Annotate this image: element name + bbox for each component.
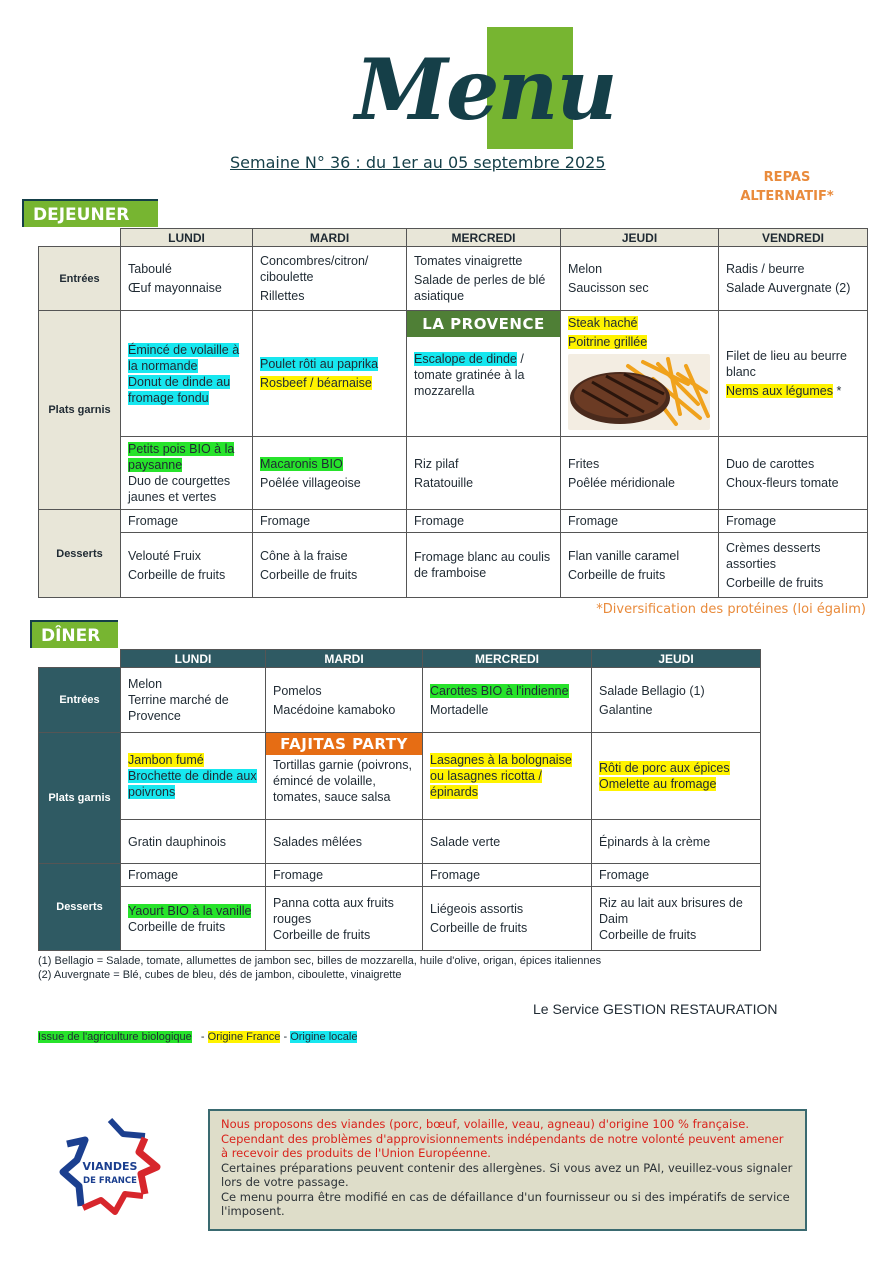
dish: Œuf mayonnaise	[128, 281, 222, 295]
dish: Saucisson sec	[568, 281, 649, 295]
menu-cell	[561, 437, 719, 510]
menu-cell	[407, 533, 561, 598]
dish: Liégeois assortis	[430, 902, 524, 916]
menu-cell	[121, 668, 266, 733]
dish-bio: Macaronis BIO	[260, 456, 343, 471]
menu-cell	[719, 311, 868, 437]
row-label-desserts: Desserts	[39, 510, 121, 598]
dish: Corbeille de fruits	[430, 921, 528, 935]
diner-header-row	[39, 650, 761, 668]
dejeuner-header-row	[39, 229, 868, 247]
menu-cell	[423, 887, 592, 951]
dish: Radis / beurre	[726, 262, 805, 276]
dejeuner-desserts-row	[39, 533, 868, 598]
repas-alternatif-label	[722, 168, 852, 206]
menu-cell	[121, 887, 266, 951]
legend-france: Origine France	[207, 1031, 281, 1043]
diner-plats-row	[39, 733, 761, 820]
dish: Melon	[128, 677, 163, 691]
diner-fromage-row	[39, 864, 761, 887]
dish: Flan vanille caramel	[568, 548, 680, 563]
legend-separator: -	[191, 1031, 208, 1043]
fajitas-party-banner: FAJITAS PARTY	[266, 733, 422, 755]
menu-cell: Fromage	[253, 510, 407, 533]
menu-cell	[592, 887, 761, 951]
day-header: LUNDI	[121, 229, 253, 247]
diner-desserts-row	[39, 887, 761, 951]
dish: Salade de perles de blé asiatique	[414, 273, 546, 303]
menu-cell	[266, 887, 423, 951]
viandes-de-france-logo	[55, 1112, 165, 1220]
row-label-plats: Plats garnis	[39, 733, 121, 864]
day-header: MARDI	[266, 650, 423, 668]
dish-local: Brochette de dinde aux poivrons	[128, 769, 257, 799]
menu-cell	[407, 247, 561, 311]
dish: Pomelos	[273, 683, 322, 698]
menu-cell	[121, 733, 266, 820]
day-header: MARDI	[253, 229, 407, 247]
dish-france: Rôti de porc aux épices	[599, 761, 730, 775]
menu-cell	[592, 668, 761, 733]
dejeuner-table	[38, 228, 868, 598]
dejeuner-garnitures-row	[39, 437, 868, 510]
dish-local: Donut de dinde au fromage fondu	[128, 374, 231, 405]
menu-cell	[253, 533, 407, 598]
dish-france: Steak haché	[568, 316, 638, 330]
logo-text-line2: DE FRANCE	[83, 1176, 137, 1186]
dish: / tomate gratinée à la mozzarella	[414, 352, 525, 398]
dish-local: Émincé de volaille à la normande	[128, 342, 240, 373]
week-heading: Semaine N° 36 : du 1er au 05 septembre 2025	[230, 153, 606, 172]
row-label-entrees: Entrées	[39, 247, 121, 311]
menu-cell	[253, 247, 407, 311]
dish: Tortillas garnie (poivrons, émincé de volaille, tomates, sauce salsa	[273, 758, 412, 804]
info-modification: Ce menu pourra être modifié en cas de défaillance d'un fournisseur ou si des impératifs de service l'imposent.	[221, 1189, 790, 1218]
menu-cell	[407, 437, 561, 510]
menu-cell	[719, 247, 868, 311]
dish: Salade Bellagio (1)	[599, 683, 705, 698]
dish-france: Omelette au fromage	[599, 777, 717, 791]
dish: Corbeille de fruits	[260, 567, 358, 582]
day-header: LUNDI	[121, 650, 266, 668]
day-header: JEUDI	[561, 229, 719, 247]
dish: Galantine	[599, 702, 653, 717]
row-label-entrees: Entrées	[39, 668, 121, 733]
day-header: JEUDI	[592, 650, 761, 668]
menu-cell	[561, 247, 719, 311]
logo-text-line1: VIANDES	[82, 1160, 138, 1173]
dish-france: Rosbeef / béarnaise	[260, 376, 372, 390]
menu-cell: Fromage	[266, 864, 423, 887]
menu-cell	[266, 733, 423, 820]
dish: Tomates vinaigrette	[414, 254, 523, 268]
dish: Salade Auvergnate (2)	[726, 281, 851, 295]
dish-local: Poulet rôti au paprika	[260, 357, 379, 371]
legend-locale: Origine locale	[290, 1031, 358, 1043]
dish: Taboulé	[128, 262, 172, 276]
dejeuner-entrees-row	[39, 247, 868, 311]
dish: Melon	[568, 262, 603, 276]
dish: Corbeille de fruits	[599, 927, 697, 942]
dish: Rillettes	[260, 289, 305, 303]
dish: Terrine marché de Provence	[128, 693, 229, 723]
menu-cell	[561, 533, 719, 598]
menu-cell	[407, 311, 561, 437]
dish: Poêlée villageoise	[260, 475, 361, 490]
dish-france: Lasagnes à la bolognaise ou lasagnes ricotta / épinards	[430, 753, 572, 799]
steak-fries-photo	[568, 354, 710, 430]
info-meat-origin: Nous proposons des viandes (porc, bœuf, volaille, veau, agneau) d'origine 100 % française. Cependant des problèmes d'approvisionnements indépendants de notre volonté peuvent amener à recevoir des produits de l'Union Européenne.	[221, 1117, 784, 1160]
diner-section-title: DÎNER	[30, 620, 118, 648]
menu-cell	[561, 311, 719, 437]
dish-bio: Yaourt BIO à la vanille	[128, 903, 252, 918]
dish: Velouté Fruix	[128, 548, 201, 563]
menu-cell	[592, 733, 761, 820]
table-corner	[39, 650, 121, 668]
dish-bio: Petits pois BIO à la paysanne	[128, 442, 235, 472]
menu-cell: Fromage	[719, 510, 868, 533]
dish-france: Nems aux légumes	[726, 384, 833, 398]
day-header: MERCREDI	[423, 650, 592, 668]
color-legend	[38, 1031, 357, 1043]
alt-mark: *	[833, 384, 842, 398]
dish: Crèmes desserts assorties	[726, 540, 821, 571]
dish: Macédoine kamaboko	[273, 702, 396, 717]
menu-title	[355, 27, 616, 149]
dish-local: Escalope de dinde	[414, 352, 517, 366]
menu-cell	[423, 733, 592, 820]
menu-cell	[253, 311, 407, 437]
menu-cell: Salades mêlées	[266, 820, 423, 864]
menu-cell: Fromage	[592, 864, 761, 887]
dish: Panna cotta aux fruits rouges	[273, 895, 394, 926]
repas-alt-line1: REPAS	[763, 170, 811, 185]
dish: Duo de courgettes jaunes et vertes	[128, 474, 231, 504]
menu-cell	[121, 533, 253, 598]
menu-cell: Gratin dauphinois	[121, 820, 266, 864]
dejeuner-plats-row	[39, 311, 868, 437]
dejeuner-fromage-row	[39, 510, 868, 533]
menu-cell: Fromage	[407, 510, 561, 533]
table-corner	[39, 229, 121, 247]
dish: Corbeille de fruits	[128, 919, 226, 934]
menu-cell	[253, 437, 407, 510]
dish: Corbeille de fruits	[128, 567, 226, 582]
diner-garnitures-row	[39, 820, 761, 864]
dish: Corbeille de fruits	[726, 575, 824, 590]
dish: Concombres/citron/ ciboulette	[260, 254, 369, 284]
diner-table	[38, 649, 761, 951]
info-allergens: Certaines préparations peuvent contenir des allergènes. Si vous avez un PAI, veuillez-vous signaler lors de votre passage.	[221, 1160, 793, 1189]
dish: Duo de carottes	[726, 456, 815, 471]
row-label-plats: Plats garnis	[39, 311, 121, 510]
dish: Corbeille de fruits	[568, 567, 666, 582]
menu-cell	[121, 247, 253, 311]
row-label-desserts: Desserts	[39, 864, 121, 951]
dish-france: Jambon fumé	[128, 753, 204, 767]
title-text: Menu	[355, 40, 616, 139]
la-provence-banner: LA PROVENCE	[407, 311, 560, 337]
day-header: MERCREDI	[407, 229, 561, 247]
dejeuner-section-title: DEJEUNER	[22, 199, 158, 227]
dish: Frites	[568, 456, 600, 471]
menu-cell: Épinards à la crème	[592, 820, 761, 864]
dish: Choux-fleurs tomate	[726, 475, 839, 490]
dish: Riz pilaf	[414, 456, 459, 471]
legend-separator: -	[280, 1031, 291, 1043]
menu-cell	[719, 437, 868, 510]
dish: Corbeille de fruits	[273, 927, 371, 942]
dish: Poêlée méridionale	[568, 475, 676, 490]
dish-france: Poitrine grillée	[568, 335, 648, 349]
information-box	[208, 1109, 807, 1231]
menu-cell: Fromage	[121, 864, 266, 887]
menu-cell	[423, 668, 592, 733]
footnote-bellagio: (1) Bellagio = Salade, tomate, allumettes de jambon sec, billes de mozzarella, huile d'olive, origan, épices italiennes	[38, 955, 602, 967]
dish: Fromage blanc au coulis de framboise	[414, 550, 551, 580]
menu-cell	[121, 311, 253, 437]
service-signature: Le Service GESTION RESTAURATION	[533, 1001, 778, 1017]
menu-cell: Salade verte	[423, 820, 592, 864]
menu-cell: Fromage	[561, 510, 719, 533]
legend-bio: Issue de l'agriculture biologique	[38, 1031, 192, 1043]
dish: Mortadelle	[430, 702, 489, 717]
dish: Cône à la fraise	[260, 548, 348, 563]
diner-entrees-row	[39, 668, 761, 733]
menu-cell	[266, 668, 423, 733]
dish: Riz au lait aux brisures de Daim	[599, 895, 743, 926]
menu-cell	[121, 437, 253, 510]
menu-cell: Fromage	[121, 510, 253, 533]
menu-cell	[719, 533, 868, 598]
footnote-auvergnate: (2) Auvergnate = Blé, cubes de bleu, dés de jambon, ciboulette, vinaigrette	[38, 969, 402, 981]
dish: Ratatouille	[414, 475, 474, 490]
menu-cell: Fromage	[423, 864, 592, 887]
footnotes	[38, 954, 601, 982]
dish: Filet de lieu au beurre blanc	[726, 349, 847, 379]
diversification-note: *Diversification des protéines (loi égalim)	[596, 602, 866, 617]
repas-alt-line2: ALTERNATIF*	[740, 189, 834, 204]
dish-bio: Carottes BIO à l'indienne	[430, 683, 569, 698]
day-header: VENDREDI	[719, 229, 868, 247]
